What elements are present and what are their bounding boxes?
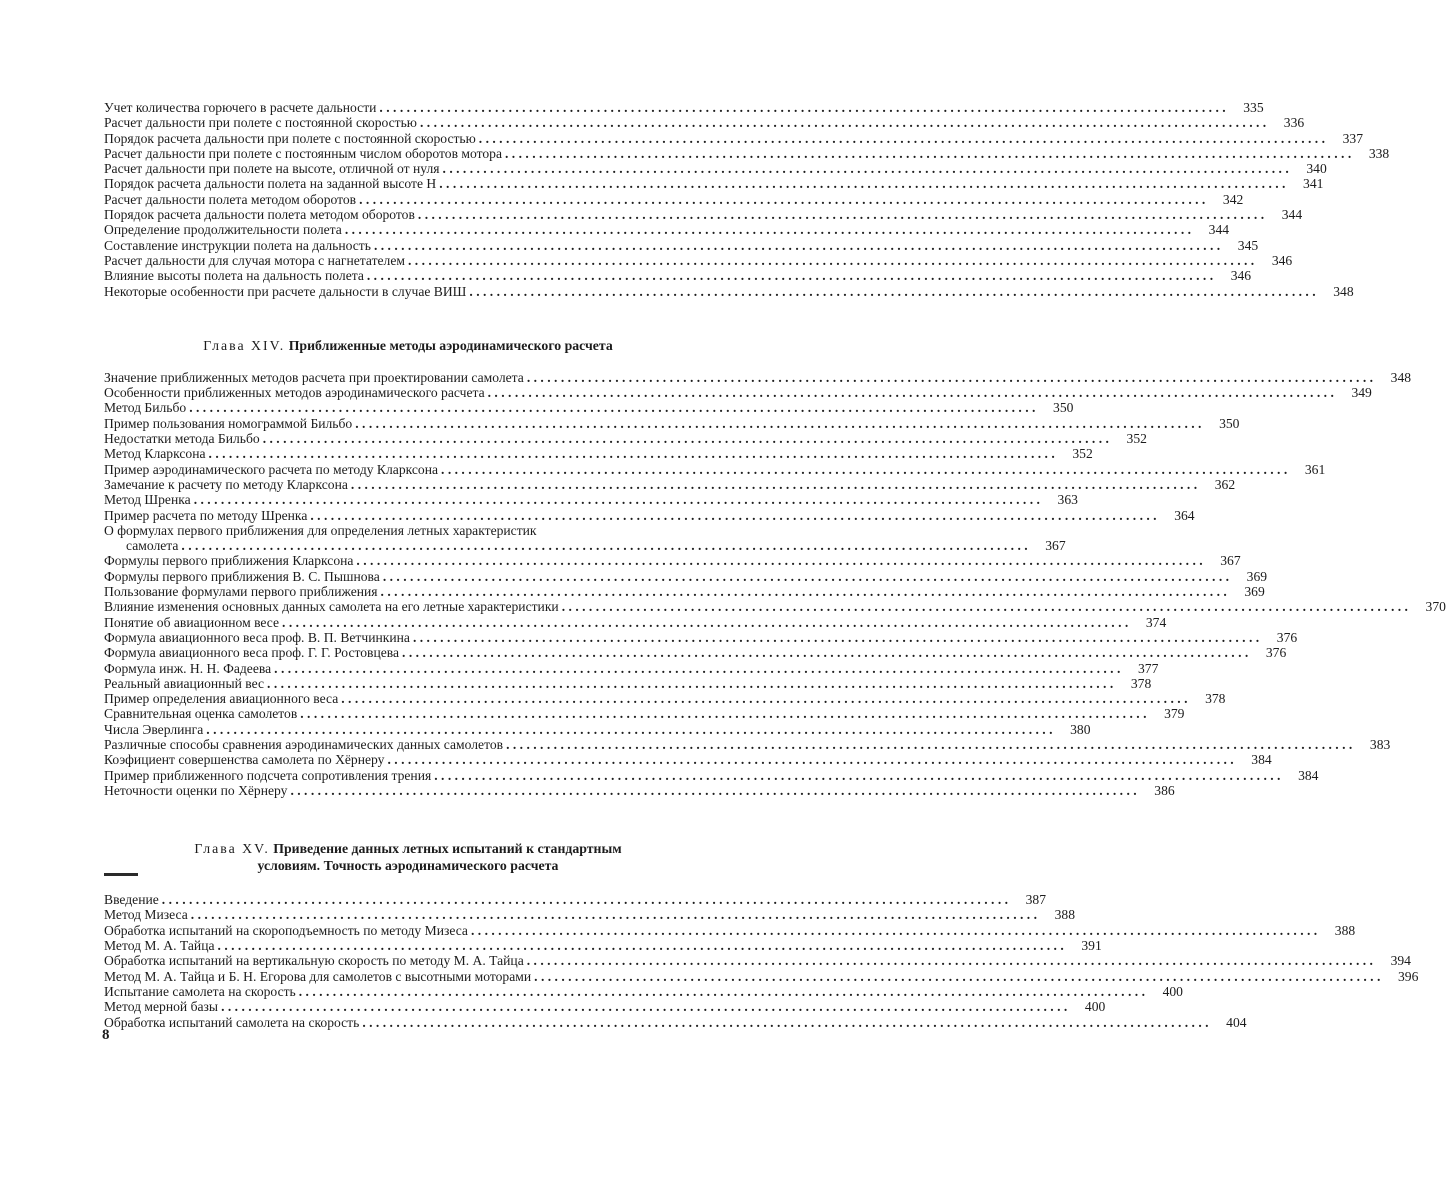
toc-entry-title: Значение приближенных методов расчета при проектировании самолета <box>104 369 524 385</box>
toc-entry-page: 376 <box>1265 645 1287 661</box>
toc-entry-page: 361 <box>1304 461 1326 477</box>
toc-entry-page: 369 <box>1244 584 1265 600</box>
toc-leader-dots <box>341 691 1187 706</box>
toc-entry <box>104 584 1265 600</box>
toc-entry <box>104 568 1268 584</box>
toc-entry-page: 338 <box>1368 145 1390 161</box>
toc-entry-title: Пользование формулами первого приближения <box>104 584 378 600</box>
chapter-number: Глава XIV. <box>203 337 286 353</box>
toc-entry-title: Некоторые особенности при расчете дальности в случае ВИШ <box>104 283 467 299</box>
toc-entry-title: Формула авиационного веса проф. В. П. Ветчинкина <box>104 629 410 645</box>
toc-entry <box>104 907 1075 923</box>
toc-leader-dots <box>527 370 1373 385</box>
toc-leader-dots <box>413 630 1259 645</box>
toc-entry-title: Пример приближенного подсчета сопротивления трения <box>104 767 432 783</box>
toc-entry-title: Порядок расчета дальности полета на заданной высоте H <box>104 176 437 192</box>
toc-entry-title: Замечание к расчету по методу Кларксона <box>104 476 348 492</box>
toc-leader-dots <box>505 146 1351 161</box>
toc-leader-dots <box>418 207 1264 222</box>
toc-entry <box>104 968 1419 984</box>
toc-entry <box>104 130 1363 146</box>
toc-entry-page: 341 <box>1303 176 1324 192</box>
chapter-number: Глава XV. <box>194 841 270 857</box>
toc-entry <box>104 523 712 538</box>
toc-leader-dots <box>194 492 1040 507</box>
toc-leader-dots <box>562 599 1408 614</box>
toc-entry-page: 346 <box>1271 252 1293 268</box>
toc-entry-title: Числа Эверлинга <box>104 721 204 737</box>
toc-entry-page: 378 <box>1130 675 1152 691</box>
toc-entry-page: 363 <box>1057 492 1078 508</box>
toc-leader-dots <box>387 752 1233 767</box>
toc-entry-title: Различные способы сравнения аэродинамических данных самолетов <box>104 736 504 752</box>
toc-entry-page: 346 <box>1230 268 1252 284</box>
toc-leader-dots <box>471 923 1317 938</box>
toc-entry-page: 400 <box>1162 983 1183 999</box>
toc-entry-page: 362 <box>1214 476 1236 492</box>
toc-leader-dots <box>469 284 1315 299</box>
toc-entry <box>104 599 1446 615</box>
toc-entry <box>104 752 1272 768</box>
toc-leader-dots <box>441 462 1287 477</box>
toc-leader-dots <box>527 953 1373 968</box>
toc-entry-page: 337 <box>1342 130 1363 146</box>
toc-entry-page: 404 <box>1226 1014 1247 1030</box>
chapter-heading-14 <box>104 337 712 354</box>
toc-entry <box>104 553 1241 569</box>
toc-entry <box>104 115 1305 131</box>
toc-entry-page: 374 <box>1145 614 1167 630</box>
toc-leader-dots <box>359 192 1205 207</box>
toc-entry-title: самолета <box>126 538 179 554</box>
toc-entry-title: Влияние изменения основных данных самолета на его летные характеристики <box>104 599 559 615</box>
toc-section-chapter-13-continued <box>104 100 1390 299</box>
toc-entry-page: 400 <box>1084 999 1106 1015</box>
toc-entry-title: Сравнительная оценка самолетов <box>104 706 298 722</box>
toc-entry <box>104 721 1091 737</box>
toc-leader-dots <box>356 553 1202 568</box>
toc-entry <box>104 706 1185 722</box>
chapter-title: Приближенные методы аэродинамического расчета <box>288 337 613 353</box>
toc-leader-dots <box>434 768 1280 783</box>
toc-entry-title: Расчет дальности для случая мотора с нагнетателем <box>104 252 405 268</box>
toc-entry-title: Пример аэродинамического расчета по методу Кларксона <box>104 461 439 477</box>
toc-leader-dots <box>189 400 1035 415</box>
toc-leader-dots <box>355 416 1201 431</box>
toc-entry-title: Влияние высоты полета на дальность полета <box>104 268 364 284</box>
toc-entry <box>104 675 1152 691</box>
toc-leader-dots <box>290 783 1136 798</box>
toc-entry-title: Метод Кларксона <box>104 446 206 462</box>
toc-leader-dots <box>345 222 1191 237</box>
toc-leader-dots <box>420 115 1266 130</box>
toc-leader-dots <box>299 984 1145 999</box>
toc-entry-page: 352 <box>1072 446 1093 462</box>
toc-entry <box>104 369 1412 385</box>
toc-entry <box>104 222 1230 238</box>
toc-entry-page: 349 <box>1351 385 1372 401</box>
toc-entry <box>104 999 1106 1015</box>
toc-entry <box>104 446 1093 462</box>
toc-leader-dots <box>263 431 1109 446</box>
toc-entry <box>104 237 1259 253</box>
toc-leader-dots <box>379 100 1225 115</box>
toc-entry <box>104 938 1102 954</box>
toc-leader-dots <box>402 645 1248 660</box>
toc-entry-page: 342 <box>1222 191 1244 207</box>
toc-entry-title: Расчет дальности при полете с постоянным числом оборотов мотора <box>104 145 502 161</box>
toc-leader-dots <box>282 615 1128 630</box>
toc-entry-title: Неточности оценки по Хёрнеру <box>104 782 288 798</box>
toc-entry-title: Понятие об авиационном весе <box>104 614 280 630</box>
toc-leader-dots <box>443 161 1289 176</box>
toc-entry-page: 384 <box>1298 767 1319 783</box>
toc-entry-title: Формулы первого приближения Кларксона <box>104 553 354 569</box>
decorative-rule <box>104 873 138 876</box>
toc-entry-page: 388 <box>1334 922 1356 938</box>
toc-entry-title: Расчет дальности полета методом оборотов <box>104 191 357 207</box>
toc-entry <box>104 953 1411 969</box>
toc-leader-dots <box>191 907 1037 922</box>
toc-entry-title: О формулах первого приближения для определения летных характеристик <box>104 522 537 538</box>
toc-entry-page: 336 <box>1283 115 1305 131</box>
toc-leader-dots <box>221 999 1067 1014</box>
toc-entry-title: Недостатки метода Бильбо <box>104 431 260 447</box>
toc-entry-title: Обработка испытаний на вертикальную скорость по методу М. А. Тайца <box>104 953 524 969</box>
toc-entry <box>104 629 1298 645</box>
toc-entry-title: Реальный авиационный вес <box>104 675 265 691</box>
toc-entry-page: 352 <box>1126 431 1147 447</box>
toc-entry <box>104 415 1240 431</box>
toc-entry-title: Пример определения авиационного веса <box>104 691 339 707</box>
toc-entry <box>104 207 1303 223</box>
toc-leader-dots <box>162 892 1008 907</box>
toc-entry-page: 391 <box>1081 938 1102 954</box>
toc-entry-page: 348 <box>1390 369 1412 385</box>
toc-entry <box>104 614 1167 630</box>
toc-entry-page: 344 <box>1281 207 1303 223</box>
toc-leader-dots <box>209 446 1055 461</box>
toc-entry-page: 383 <box>1369 736 1391 752</box>
toc-entry-page: 345 <box>1237 237 1259 253</box>
toc-entry <box>104 645 1287 661</box>
toc-entry-title: Расчет дальности при полете с постоянной скоростью <box>104 115 417 131</box>
toc-entry-title: Пример пользования номограммой Бильбо <box>104 415 353 431</box>
toc-entry-page: 380 <box>1070 721 1091 737</box>
toc-entry-title: Порядок расчета дальности полета методом оборотов <box>104 207 415 223</box>
toc-leader-dots <box>374 238 1220 253</box>
toc-entry <box>104 922 1356 938</box>
toc-entry <box>104 461 1326 477</box>
toc-entry-page: 350 <box>1219 415 1240 431</box>
toc-leader-dots <box>408 253 1254 268</box>
toc-leader-dots <box>274 661 1120 676</box>
toc-entry-title: Определение продолжительности полета <box>104 222 342 238</box>
toc-entry-title: Обработка испытаний на скороподъемность по методу Мизеса <box>104 922 468 938</box>
toc-leader-dots <box>381 584 1227 599</box>
toc-entry-page: 340 <box>1306 161 1327 177</box>
toc-entry-page: 376 <box>1276 629 1298 645</box>
toc-entry-title: Метод М. А. Тайца <box>104 938 215 954</box>
toc-entry-title: Коэфициент совершенства самолета по Хёрнеру <box>104 752 385 768</box>
toc-leader-dots <box>439 176 1285 191</box>
page-number: 8 <box>102 1027 110 1043</box>
toc-entry-title: Формулы первого приближения В. С. Пышнова <box>104 568 380 584</box>
toc-leader-dots <box>181 538 1027 553</box>
toc-entry-title: Метод Мизеса <box>104 907 188 923</box>
toc-entry <box>104 145 1390 161</box>
toc-leader-dots <box>310 508 1156 523</box>
toc-entry-page: 335 <box>1243 100 1264 115</box>
toc-entry <box>104 191 1244 207</box>
toc-entry <box>104 691 1226 707</box>
toc-entry <box>104 100 1264 115</box>
toc-entry <box>104 176 1324 192</box>
toc-entry-page: 384 <box>1251 752 1272 768</box>
toc-entry <box>104 767 1319 783</box>
toc-leader-dots <box>351 477 1197 492</box>
toc-entry <box>104 161 1327 177</box>
toc-entry-title: Введение <box>104 892 159 908</box>
toc-leader-dots <box>218 938 1064 953</box>
toc-entry <box>104 538 1066 554</box>
toc-entry <box>104 507 1195 523</box>
toc-entry-title: Метод мерной базы <box>104 999 219 1015</box>
toc-section-chapter-15 <box>104 892 1419 1030</box>
toc-entry-page: 367 <box>1045 538 1066 554</box>
toc-entry-page: 396 <box>1397 968 1419 984</box>
chapter-title: Приведение данных летных испытаний к стандартным <box>273 841 622 857</box>
toc-entry <box>104 892 1047 908</box>
toc-entry-page: 350 <box>1053 400 1074 416</box>
toc-entry-title: Порядок расчета дальности при полете с постоянной скоростью <box>104 130 476 146</box>
toc-leader-dots <box>267 676 1113 691</box>
toc-leader-dots <box>367 268 1213 283</box>
toc-entry <box>104 476 1236 492</box>
chapter-heading-15 <box>104 840 712 874</box>
toc-entry <box>104 1014 1247 1030</box>
toc-entry-page: 348 <box>1333 283 1354 299</box>
toc-entry-title: Метод М. А. Тайца и Б. Н. Егорова для самолетов с высотными моторами <box>104 968 532 984</box>
chapter-title-line-2: условиям. Точность аэродинамического расчета <box>257 858 559 874</box>
toc-entry-page: 377 <box>1137 660 1159 676</box>
toc-entry-title: Метод Шренка <box>104 492 191 508</box>
toc-entry <box>104 736 1391 752</box>
toc-entry <box>104 268 1252 284</box>
toc-leader-dots <box>300 706 1146 721</box>
toc-leader-dots <box>506 737 1352 752</box>
toc-entry <box>104 431 1147 447</box>
toc-entry-title: Особенности приближенных методов аэродинамического расчета <box>104 385 485 401</box>
toc-leader-dots <box>479 131 1325 146</box>
toc-entry <box>104 660 1159 676</box>
toc-entry <box>104 283 1354 299</box>
toc-entry-page: 379 <box>1164 706 1185 722</box>
toc-leader-dots <box>383 569 1229 584</box>
toc-leader-dots <box>534 969 1380 984</box>
toc-entry-title: Учет количества горючего в расчете дальности <box>104 100 377 115</box>
toc-entry-title: Пример расчета по методу Шренка <box>104 507 308 523</box>
toc-leader-dots <box>488 385 1334 400</box>
toc-entry-page: 344 <box>1208 222 1230 238</box>
toc-entry-title: Формула авиационного веса проф. Г. Г. Ростовцева <box>104 645 400 661</box>
toc-entry <box>104 983 1183 999</box>
toc-entry <box>104 492 1078 508</box>
toc-entry-title: Расчет дальности при полете на высоте, отличной от нуля <box>104 161 440 177</box>
toc-entry-page: 387 <box>1025 892 1047 908</box>
toc-entry <box>104 400 1074 416</box>
toc-leader-dots <box>206 722 1052 737</box>
toc-entry-page: 364 <box>1174 507 1195 523</box>
toc-entry-page: 370 <box>1425 599 1446 615</box>
toc-entry <box>104 385 1372 401</box>
toc-entry-page: 386 <box>1154 782 1175 798</box>
toc-entry-page: 378 <box>1205 691 1226 707</box>
table-of-contents <box>104 100 1446 1030</box>
toc-entry-page: 394 <box>1390 953 1411 969</box>
toc-entry-title: Обработка испытаний самолета на скорость <box>104 1014 360 1030</box>
toc-entry-page: 367 <box>1220 553 1241 569</box>
toc-entry <box>104 252 1293 268</box>
toc-entry-title: Метод Бильбо <box>104 400 187 416</box>
toc-leader-dots <box>362 1015 1208 1030</box>
toc-entry-page: 388 <box>1054 907 1075 923</box>
toc-entry-title: Составление инструкции полета на дальность <box>104 237 371 253</box>
toc-entry-title: Формула инж. Н. Н. Фадеева <box>104 660 272 676</box>
toc-entry <box>104 782 1175 798</box>
toc-entry-page: 369 <box>1246 568 1268 584</box>
toc-section-chapter-14 <box>104 369 1446 798</box>
toc-entry-title: Испытание самолета на скорость <box>104 983 296 999</box>
